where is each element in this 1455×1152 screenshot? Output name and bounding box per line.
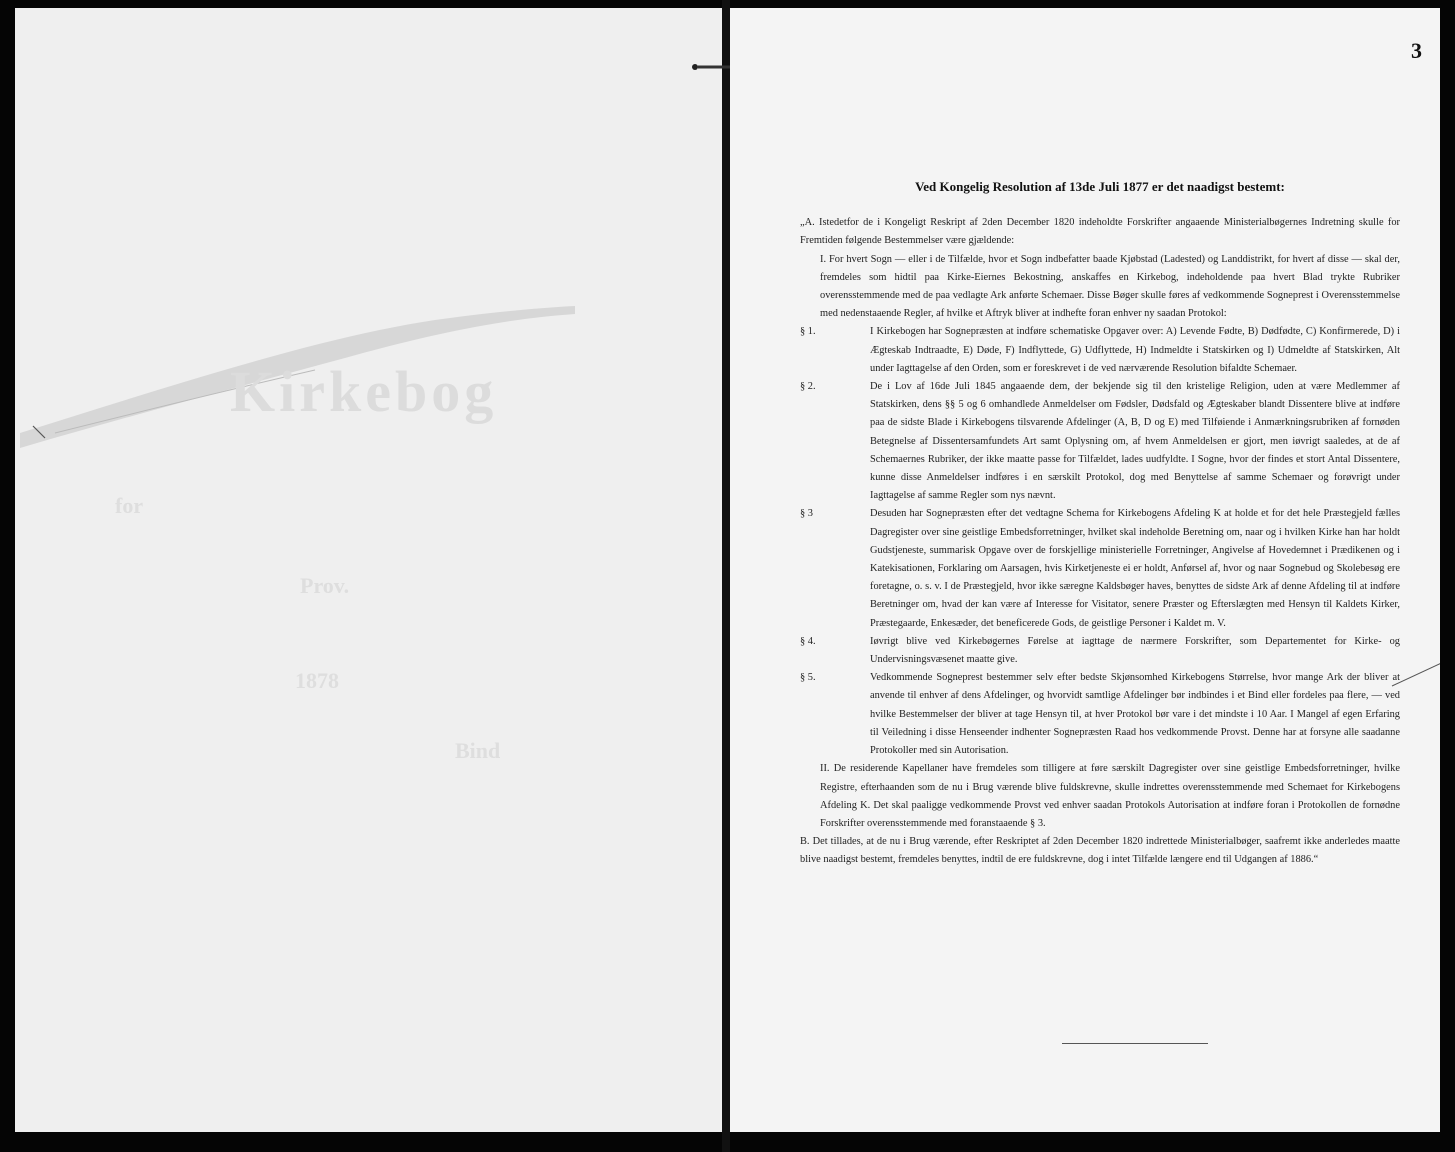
left-page [15, 8, 722, 1132]
right-page [730, 8, 1440, 1132]
section-text: Desuden har Sognepræsten efter det vedtagne Schema for Kirkebogens Afdeling K at holde et for det hele Præstegjeld fælles Dagregister over sine geistlige Embedsforretninger, hvilket skal indeholde Beretning om, naar og i hvilken Kirke han har holdt Gudstjeneste, summarisk Opgave over de forskjellige ministerielle Forretninger, Angivelse af Hovedemnet i Prædikenen og i Katekisationen, Forklaring om Aarsagen, hvis Kirketjeneste ei er holdt, Anførsel af, hvor og naar Sognebud og Skolebesøg ere foretagne, o. s. v. I de Præstegjeld, hvor ikke særegne Kaldsbøger haves, benyttes de sidste Ark af denne Afdeling til at indføre Beretninger om, hvad der kan være af Interesse for Visitator, senere Præster og Efterslægten med Hensyn til Kaldets Kirker, Præstegaarde, Enkesæder, det beneficerede Gods, de geistlige Personer i Kaldet m. V. [870, 508, 1400, 629]
section-paragraph [800, 505, 1400, 632]
ghost-line: Prov. [300, 573, 350, 598]
page-number: 3 [1411, 38, 1422, 63]
section-label: § 3 [800, 508, 813, 520]
paragraph: II. De residerende Kapellaner have fremdeles som tilligere at føre særskilt Dagregister over sine geistlige Embedsforretninger, hvilke Registre, efterhaanden som de nu i Brug værende blive fuldskrevne, skulle indrettes overensstemmende med Schemaet for Kirkebogens Afdeling K. Det skal paaligge vedkommende Provst ved enhver saadan Protokols Autorisation at indføre foran i Protokollen de fornødne Forskrifter overensstemmende med foranstaaende § 3. [820, 763, 1400, 829]
resolution-text [800, 178, 1400, 870]
paragraph: I. For hvert Sogn — eller i de Tilfælde, hvor et Sogn indbefatter baade Kjøbstad (Ladested) og Landdistrikt, for hvert af disse — skal der, fremdeles som hidtil paa Kirke-Eiernes Bekostning, anskaffes en Kirkebog, indeholdende paa hvert Blad trykte Rubriker overensstemmende med de paa vedlagte Ark anførte Schemaer. Disse Bøger skulle føres af vedkommende Sogneprest i Overensstemmelse med nedenstaaende Regler, af hvilke et Aftryk bliver at indhefte foran enhver ny saadan Protokol: [820, 253, 1400, 320]
section-text: De i Lov af 16de Juli 1845 angaaende dem, der bekjende sig til den kristelige Religion, uden at være Medlemmer af Statskirken, dens §§ 5 og 6 omhandlede Anmeldelser om Fødsler, Dødsfald og Ægteskaber blandt Dissentere blive at indføre paa de sidste Blade i Kirkebogens tilsvarende Afdelinger (A, B, D og E) med Tilføiende i Anmærkningsrubriken af fornøden Betegnelse af Dissentersamfundets Art samt Oplysning om, af hvem Anmeldelsen er gjort, men iøvrigt saaledes, at de af Schemaernes Rubriker, der ikke maatte passe for Tilfældet, lades uudfyldte. I Sogne, hvor der findes et stort Antal Dissentere, kunne disse Anmeldelser indføres i en særskilt Protokol, dog med Benyttelse af samme Schemaer og forøvrigt under Iagttagelse af samme Regler som nys nævnt. [870, 381, 1400, 502]
section-text: Vedkommende Sogneprest bestemmer selv efter bedste Skjønsomhed Kirkebogens Størrelse, hvor mange Ark der bliver at anvende til enhver af dens Afdelinger, og hvorvidt samtlige Afdelinger bør indbindes i et Bind eller fordeles paa flere, — ved hvilke Bestemmelser der bliver at tage Hensyn til, at hver Protokol bør vare i det mindste i 10 Aar. I Mangel af egen Erfaring til Veiledning i disse Henseender indhenter Sognepræsten Raad hos vedkommende Provst. Denne har at forsyne alle saadanne Protokoller med sin Autorisation. [870, 672, 1400, 757]
section-label: § 2. [800, 381, 816, 393]
book-gutter [722, 0, 730, 1152]
paragraph-list [800, 214, 1400, 869]
section-paragraph [800, 378, 1400, 505]
ghost-line: 1878 [295, 668, 339, 693]
paragraph: „A. Istedetfor de i Kongeligt Reskript af 2den December 1820 indeholdte Forskrifter angaaende Ministerialbøgernes Indretning skulle for Fremtiden følgende Bestemmelser være gjældende: [800, 217, 1400, 247]
section-text: I Kirkebogen har Sognepræsten at indføre schematiske Opgaver over: A) Levende Fødte, B) Dødfødte, C) Konfirmerede, D) i Ægteskab Indtraadte, E) Døde, F) Indflyttede, G) Udflyttede, H) Indmeldte i Statskirken og I) Udmeldte af Statskirken, Alt under Iagttagelse af den Orden, som er foreskrevet i de ved nærværende Resolution bifaldte Schemaer. [870, 326, 1400, 374]
diagonal-stain [15, 8, 722, 508]
ghost-title: Kirkebog [230, 359, 498, 424]
document-heading: Ved Kongelig Resolution af 13de Juli 1877 er det naadigst bestemt: [915, 179, 1285, 194]
ghost-line: Bind [455, 738, 501, 763]
closing-rule [1062, 1043, 1208, 1044]
section-label: § 1. [800, 326, 816, 338]
section-label: § 5. [800, 672, 816, 684]
section-paragraph [800, 669, 1400, 760]
paragraph: B. Det tillades, at de nu i Brug værende, efter Reskriptet af 2den December 1820 indrettede Ministerialbøger, saafremt ikke anderledes maatte blive naadigst bestemt, fremdeles benyttes, indtil de ere fuldskrevne, dog i intet Tilfælde længere end til Udgangen af 1886.“ [800, 836, 1400, 866]
section-label: § 4. [800, 635, 816, 647]
section-paragraph [800, 633, 1400, 669]
section-text: Iøvrigt blive ved Kirkebøgernes Førelse at iagttage de nærmere Forskrifter, som Departementet for Kirke- og Undervisningsvæsenet maatte give. [870, 635, 1400, 666]
section-paragraph [800, 323, 1400, 378]
ghost-line: for [115, 493, 144, 518]
